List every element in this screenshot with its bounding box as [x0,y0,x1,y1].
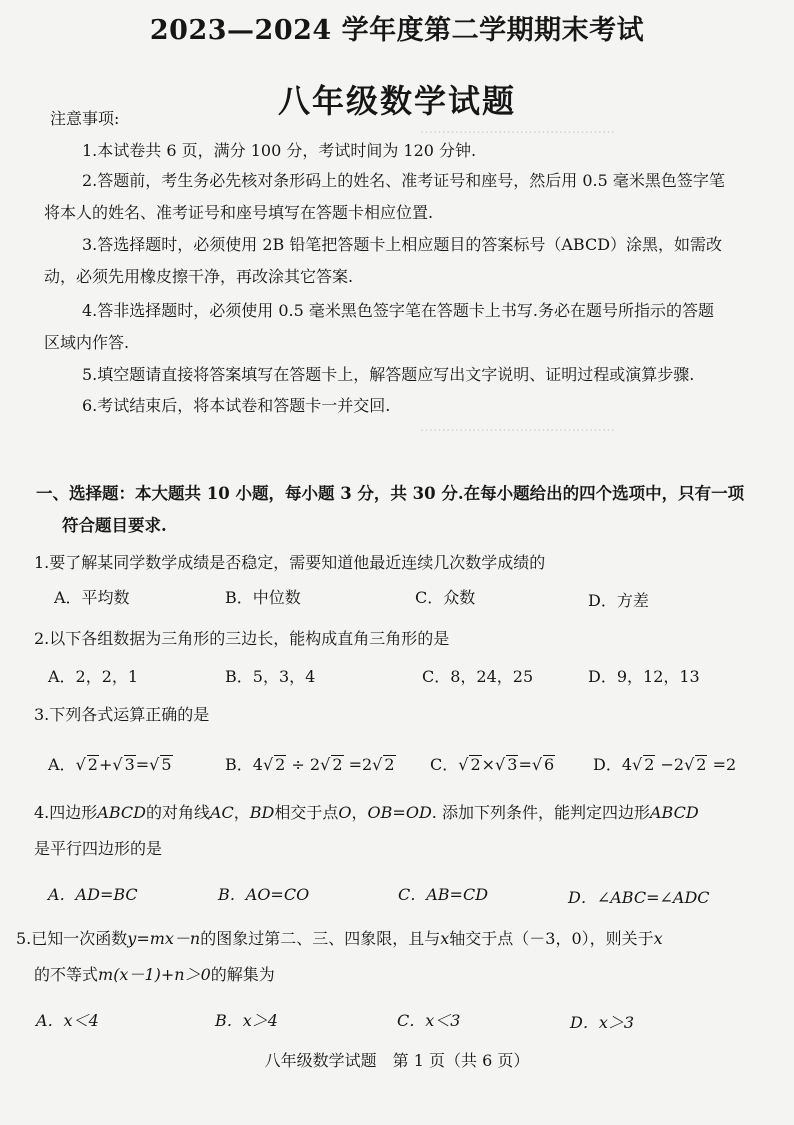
q4-option-c: C．AB=CD [398,885,489,904]
question-5-stem-cont [34,962,275,985]
q1-option-b: B．中位数 [225,588,301,607]
q4-diag: AC [209,803,234,822]
q5-text: 的图象过第二、三、四象限，且与 [200,929,441,948]
question-3-stem: 3.下列各式运算正确的是 [34,705,210,724]
q4-condition: OB=OD [367,803,432,822]
notice-item: 6.考试结束后，将本试卷和答题卡一并交回. [82,396,391,415]
q4-option-b: B．AO=CO [218,885,310,904]
q4-point: O [338,803,352,822]
question-5-stem [16,926,663,949]
q5-option-a: A．x＜4 [36,1011,99,1030]
notice-item: 3.答选择题时，必须使用 2B 铅笔把答题卡上相应题目的答案标号（ABCD）涂黑，如需改 [82,235,723,254]
q3-option-b: B．4√ 2 ÷ 2√ 2 =2√ 2 [225,755,395,774]
q5-option-c: C．x＜3 [397,1011,461,1030]
q4-option-a: A．AD=BC [48,885,138,904]
question-4-stem [34,800,699,823]
q3-option-d-label: D． [593,755,622,774]
question-1-stem: 1.要了解某同学数学成绩是否稳定，需要知道他最近连续几次数学成绩的 [34,553,546,572]
notice-item: 1.本试卷共 6 页，满分 100 分，考试时间为 120 分钟. [82,141,477,160]
q5-option-d: D．x＞3 [570,1013,635,1032]
exam-subtitle: 八年级数学试题 [277,82,516,120]
q4-text: 的对角线 [145,803,210,822]
q4-text: ， [351,803,368,822]
bleed-through-text: ……………………………………… [420,420,615,435]
q2-option-d: D．9，12，13 [588,667,700,686]
q3-option-c: C．√ 2×√ 3=√ 6 [430,755,555,774]
page-footer: 八年级数学试题 第 1 页（共 6 页） [264,1051,530,1070]
q3-option-d: D．4√ 2 −2√ 2 =2 [593,755,737,774]
q3-option-b-label: B． [225,755,253,774]
q1-option-a: A．平均数 [54,588,130,607]
q5-text: 5.已知一次函数 [16,929,128,948]
exam-title: 2023—2024 学年度第二学期期末考试 [149,15,645,46]
q2-option-c: C．8，24，25 [422,667,534,686]
q5-inequality: m(x－1)+n＞0 [98,965,211,984]
section-heading: 一、选择题：本大题共 10 小题，每小题 3 分，共 30 分.在每小题给出的四个选项中，只有一项 [36,484,745,503]
notice-item: 将本人的姓名、准考证号和座号填写在答题卡相应位置. [44,203,434,222]
question-2-stem: 2.以下各组数据为三角形的三边长，能构成直角三角形的是 [34,629,450,648]
q4-diag: BD [249,803,275,822]
q2-option-b: B．5，3，4 [225,667,316,686]
q5-text: 的不等式 [34,965,99,984]
section-heading-cont: 符合题目要求. [62,516,167,535]
q4-text: 相交于点 [274,803,339,822]
q3-option-a: A．√ 2+√ 3=√ 5 [48,755,172,774]
notice-item: 4.答非选择题时，必须使用 0.5 毫米黑色签字笔在答题卡上书写.务必在题号所指示的答题 [82,301,714,320]
q5-text: 轴交于点（－3，0），则关于 [449,929,654,948]
q4-quad: ABCD [97,803,146,822]
notice-item: 区域内作答. [44,333,130,352]
notice-item: 动，必须先用橡皮擦干净，再改涂其它答案. [44,267,354,286]
notice-heading: 注意事项: [50,109,120,128]
q4-option-d: D．∠ABC=∠ADC [568,888,710,907]
q5-var: x [440,929,450,948]
q4-text: 4.四边形 [34,803,98,822]
q5-var: x [653,929,663,948]
q1-option-d: D．方差 [588,591,649,610]
q5-function: y=mx－n [127,929,201,948]
q2-option-a: A．2，2，1 [48,667,139,686]
notice-item: 2.答题前，考生务必先核对条形码上的姓名、准考证号和座号，然后用 0.5 毫米黑色签字笔 [82,171,725,190]
question-4-stem-cont: 是平行四边形的是 [34,839,163,858]
q4-text: . 添加下列条件，能判定四边形 [431,803,650,822]
q1-option-c: C．众数 [415,588,476,607]
q4-quad: ABCD [649,803,699,822]
q3-option-c-label: C． [430,755,459,774]
q5-text: 的解集为 [210,965,275,984]
q5-option-b: B．x＞4 [215,1011,278,1030]
bleed-through-text: ……………………………………… [420,122,615,137]
notice-item: 5.填空题请直接将答案填写在答题卡上，解答题应写出文字说明、证明过程或演算步骤. [82,365,695,384]
q3-option-a-label: A． [48,755,76,774]
q4-text: ， [233,803,250,822]
